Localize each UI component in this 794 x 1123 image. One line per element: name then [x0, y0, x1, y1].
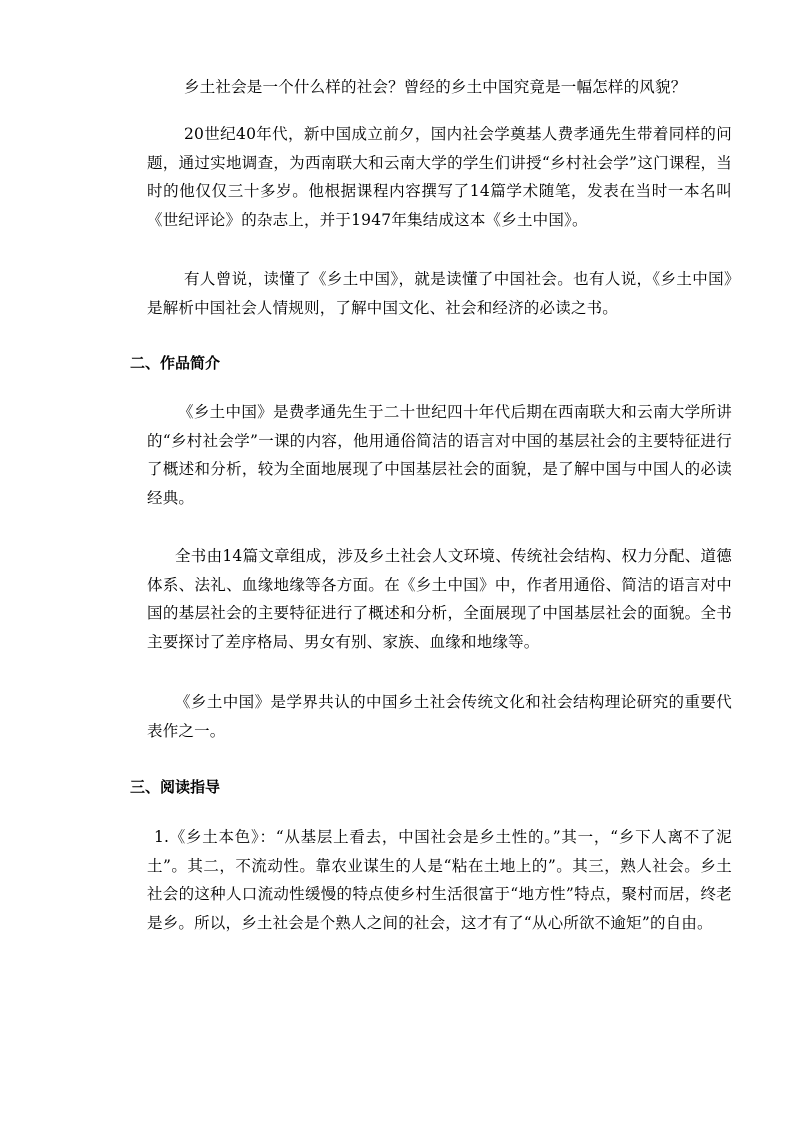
section-2-paragraph-3: 《乡土中国》是学界共认的中国乡土社会传统文化和社会结构理论研究的重要代表作之一。 [147, 693, 732, 740]
section-2-paragraph-1: 《乡土中国》是费孝通先生于二十世纪四十年代后期在西南联大和云南大学所讲的“乡村社会学”一课的内容，他用通俗简洁的语言对中国的基层社会的主要特征进行了概述和分析，较为全面地展现了中国基层社会的面貌，是了解中国与中国人的必读经典。 [147, 403, 732, 507]
section-heading-introduction: 二、作品简介 [130, 354, 221, 372]
section-3-item-1: 1.《乡土本色》：“从基层上看去，中国社会是乡土性的。”其一，“乡下人离不了泥土”。其二，不流动性。靠农业谋生的人是“粘在土地上的”。其三，熟人社会。乡土社会的这种人口流动性缓慢的特点使乡村生活很富于“地方性”特点，聚村而居，终老是乡。所以，乡土社会是个熟人之间的社会，这才有了“从心所欲不逾矩”的自由。 [147, 828, 732, 932]
section-2-paragraph-2: 全书由14篇文章组成，涉及乡土社会人文环境、传统社会结构、权力分配、道德体系、法礼、血缘地缘等各方面。在《乡土中国》中，作者用通俗、简洁的语言对中国的基层社会的主要特征进行了概述和分析，全面展现了中国基层社会的面貌。全书主要探讨了差序格局、男女有别、家族、血缘和地缘等。 [147, 547, 732, 651]
intro-question: 乡土社会是一个什么样的社会？曾经的乡土中国究竟是一幅怎样的风貌？ [184, 78, 687, 96]
section-heading-reading-guide: 三、阅读指导 [130, 778, 221, 796]
intro-paragraph-1: 20世纪40年代，新中国成立前夕，国内社会学奠基人费孝通先生带着同样的问题，通过实地调查，为西南联大和云南大学的学生们讲授“乡村社会学”这门课程，当时的他仅仅三十多岁。他根据课程内容撰写了14篇学术随笔，发表在当时一本名叫《世纪评论》的杂志上，并于1947年集结成这本《乡土中国》。 [147, 125, 732, 229]
intro-paragraph-2: 有人曾说，读懂了《乡土中国》，就是读懂了中国社会。也有人说，《乡土中国》是解析中国社会人情规则，了解中国文化、社会和经济的必读之书。 [147, 270, 732, 317]
